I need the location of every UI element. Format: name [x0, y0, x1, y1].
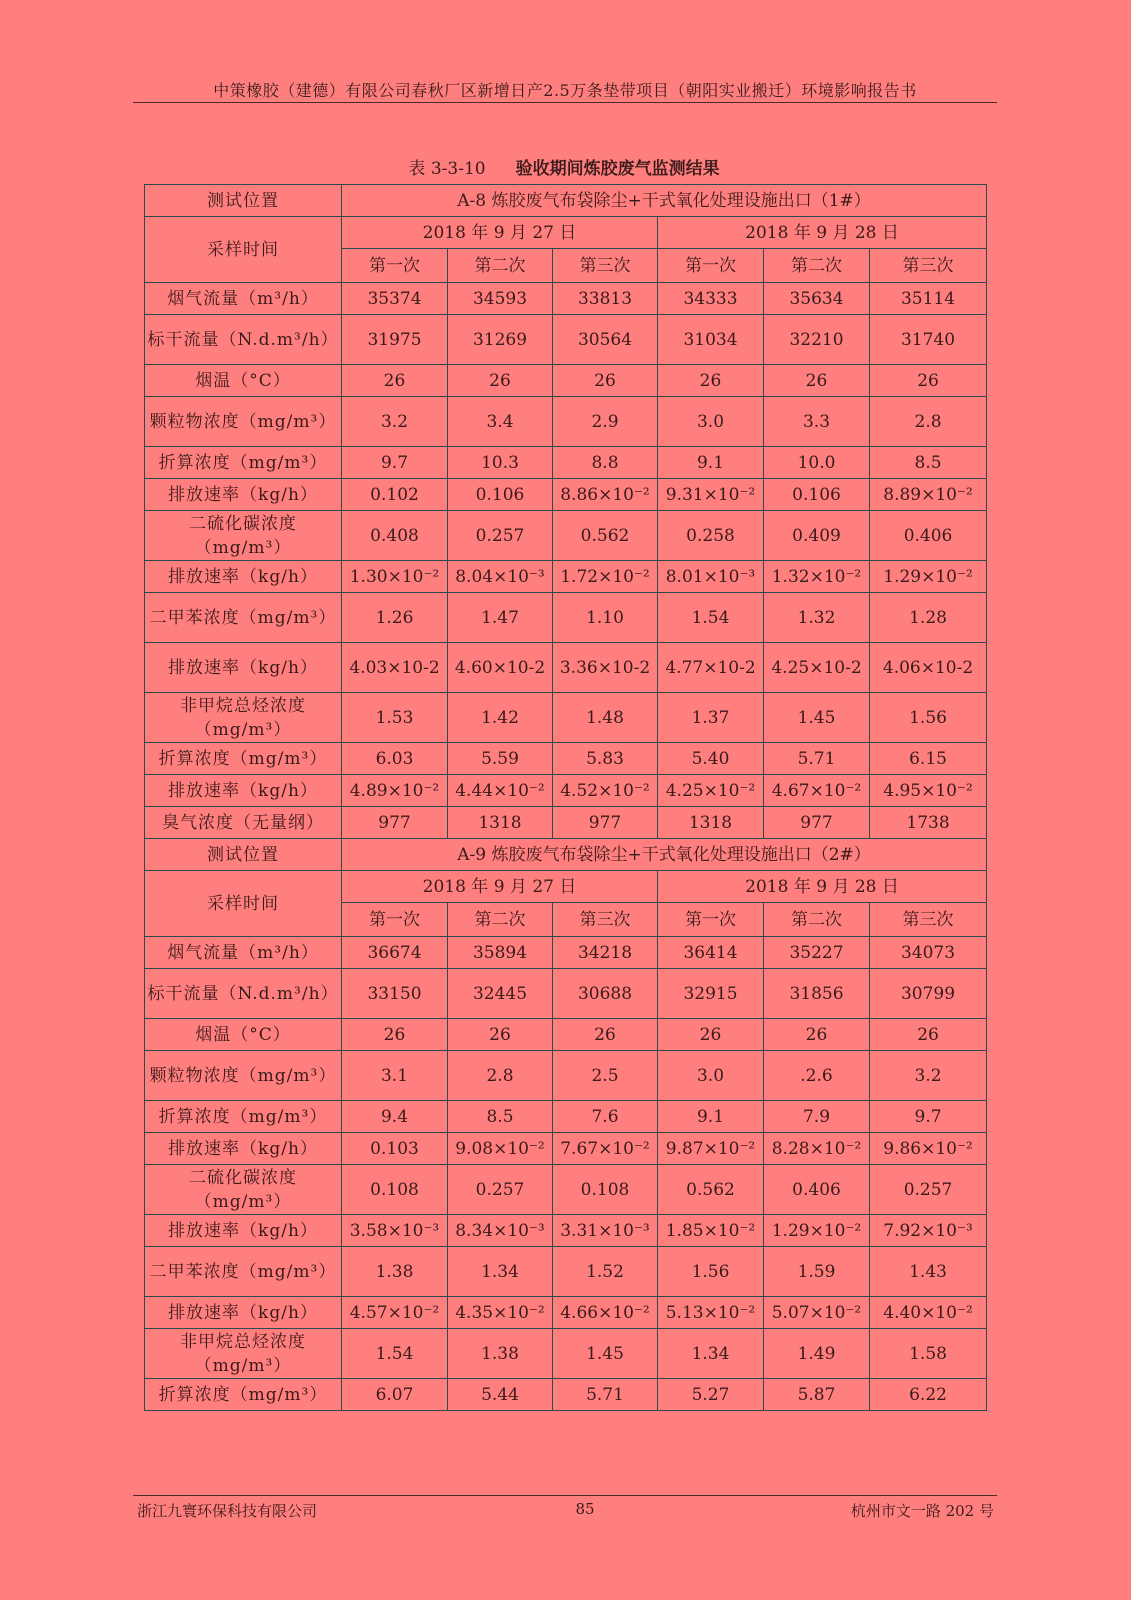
table-caption	[144, 154, 984, 179]
table-row	[145, 397, 987, 447]
date-row	[145, 871, 987, 903]
row-label: 折算浓度（mg/m³）	[145, 1101, 342, 1133]
cell-value: 4.25×10-2	[764, 643, 870, 693]
table-caption-title: 验收期间炼胶废气监测结果	[515, 159, 720, 179]
table-row	[145, 937, 987, 969]
cell-value: 5.71	[553, 1379, 658, 1411]
cell-value: 5.44	[448, 1379, 553, 1411]
cell-value: 1.30×10⁻²	[342, 561, 448, 593]
cell-value: 6.03	[342, 743, 448, 775]
cell-value: 36414	[658, 937, 764, 969]
row-label: 排放速率（kg/h）	[145, 1215, 342, 1247]
cell-value: 1.26	[342, 593, 448, 643]
cell-value: 977	[553, 807, 658, 839]
table-row	[145, 1101, 987, 1133]
table-row	[145, 1019, 987, 1051]
cell-value: 1.29×10⁻²	[764, 1215, 870, 1247]
cell-value: 2.8	[448, 1051, 553, 1101]
cell-value: 9.7	[870, 1101, 987, 1133]
cell-value: 1.32×10⁻²	[764, 561, 870, 593]
cell-value: 1.34	[658, 1329, 764, 1379]
table-row	[145, 315, 987, 365]
row-label: 烟气流量（m³/h）	[145, 937, 342, 969]
sampling-date: 2018 年 9 月 27 日	[342, 871, 658, 903]
row-label: 颗粒物浓度（mg/m³）	[145, 397, 342, 447]
cell-value: 34073	[870, 937, 987, 969]
cell-value: 33150	[342, 969, 448, 1019]
page-header-title: 中策橡胶（建德）有限公司春秋厂区新增日产2.5万条垫带项目（朝阳实业搬迁）环境影响报告书	[213, 81, 917, 100]
cell-value: 26	[448, 1019, 553, 1051]
date-row	[145, 217, 987, 249]
cell-value: 9.7	[342, 447, 448, 479]
table-row	[145, 693, 987, 743]
cell-value: 0.409	[764, 511, 870, 561]
cell-value: 1.56	[658, 1247, 764, 1297]
cell-value: 1.43	[870, 1247, 987, 1297]
row-label: 烟温（°C）	[145, 1019, 342, 1051]
cell-value: 4.25×10⁻²	[658, 775, 764, 807]
cell-value: 26	[658, 1019, 764, 1051]
row-label: 二甲苯浓度（mg/m³）	[145, 1247, 342, 1297]
cell-value: 5.13×10⁻²	[658, 1297, 764, 1329]
row-label: 二甲苯浓度（mg/m³）	[145, 593, 342, 643]
row-label: 二硫化碳浓度（mg/m³）	[145, 1165, 342, 1215]
cell-value: 32915	[658, 969, 764, 1019]
cell-value: 1.59	[764, 1247, 870, 1297]
cell-value: 1.37	[658, 693, 764, 743]
cell-value: 1.29×10⁻²	[870, 561, 987, 593]
cell-value: 4.52×10⁻²	[553, 775, 658, 807]
cell-value: 1.45	[764, 693, 870, 743]
run-header: 第二次	[448, 249, 553, 283]
cell-value: 26	[448, 365, 553, 397]
table-row	[145, 1133, 987, 1165]
cell-value: 2.8	[870, 397, 987, 447]
cell-value: 7.9	[764, 1101, 870, 1133]
cell-value: 1.38	[342, 1247, 448, 1297]
cell-value: 8.5	[448, 1101, 553, 1133]
cell-value: 3.2	[870, 1051, 987, 1101]
cell-value: 35114	[870, 283, 987, 315]
cell-value: 0.257	[448, 511, 553, 561]
cell-value: 0.103	[342, 1133, 448, 1165]
location-value: A-9 炼胶废气布袋除尘+干式氧化处理设施出口（2#）	[342, 839, 987, 871]
run-header: 第一次	[342, 903, 448, 937]
table-row	[145, 561, 987, 593]
cell-value: 8.86×10⁻²	[553, 479, 658, 511]
cell-value: 0.562	[553, 511, 658, 561]
cell-value: 977	[764, 807, 870, 839]
cell-value: 1.85×10⁻²	[658, 1215, 764, 1247]
cell-value: 3.3	[764, 397, 870, 447]
run-header: 第三次	[553, 249, 658, 283]
table-row	[145, 1215, 987, 1247]
table-row	[145, 1165, 987, 1215]
cell-value: 3.4	[448, 397, 553, 447]
cell-value: 0.257	[448, 1165, 553, 1215]
cell-value: 35894	[448, 937, 553, 969]
run-header: 第一次	[658, 903, 764, 937]
cell-value: 32210	[764, 315, 870, 365]
table-row	[145, 1051, 987, 1101]
cell-value: 35227	[764, 937, 870, 969]
sampling-date: 2018 年 9 月 28 日	[658, 871, 987, 903]
cell-value: 4.03×10-2	[342, 643, 448, 693]
cell-value: 4.66×10⁻²	[553, 1297, 658, 1329]
table-row	[145, 775, 987, 807]
table-row	[145, 1247, 987, 1297]
cell-value: 4.44×10⁻²	[448, 775, 553, 807]
row-label: 折算浓度（mg/m³）	[145, 743, 342, 775]
cell-value: 4.67×10⁻²	[764, 775, 870, 807]
table-row	[145, 643, 987, 693]
cell-value: 35634	[764, 283, 870, 315]
cell-value: 0.406	[764, 1165, 870, 1215]
row-label: 烟温（°C）	[145, 365, 342, 397]
row-label: 烟气流量（m³/h）	[145, 283, 342, 315]
cell-value: 26	[764, 365, 870, 397]
row-label: 折算浓度（mg/m³）	[145, 1379, 342, 1411]
cell-value: 1738	[870, 807, 987, 839]
cell-value: 9.1	[658, 447, 764, 479]
cell-value: 5.83	[553, 743, 658, 775]
cell-value: 8.28×10⁻²	[764, 1133, 870, 1165]
cell-value: 34333	[658, 283, 764, 315]
cell-value: 3.1	[342, 1051, 448, 1101]
row-label: 二硫化碳浓度（mg/m³）	[145, 511, 342, 561]
cell-value: .2.6	[764, 1051, 870, 1101]
cell-value: 0.562	[658, 1165, 764, 1215]
cell-value: 9.87×10⁻²	[658, 1133, 764, 1165]
cell-value: 8.34×10⁻³	[448, 1215, 553, 1247]
cell-value: 3.2	[342, 397, 448, 447]
table-row	[145, 1329, 987, 1379]
run-header: 第二次	[764, 249, 870, 283]
cell-value: 26	[870, 1019, 987, 1051]
cell-value: 32445	[448, 969, 553, 1019]
cell-value: 6.15	[870, 743, 987, 775]
run-header: 第二次	[764, 903, 870, 937]
run-header: 第三次	[870, 903, 987, 937]
cell-value: 1.58	[870, 1329, 987, 1379]
cell-value: 5.87	[764, 1379, 870, 1411]
cell-value: 0.257	[870, 1165, 987, 1215]
cell-value: 1.53	[342, 693, 448, 743]
cell-value: 26	[764, 1019, 870, 1051]
cell-value: 30564	[553, 315, 658, 365]
cell-value: 0.108	[342, 1165, 448, 1215]
cell-value: 31740	[870, 315, 987, 365]
table-row	[145, 1297, 987, 1329]
cell-value: 35374	[342, 283, 448, 315]
table-row	[145, 365, 987, 397]
cell-value: 1.38	[448, 1329, 553, 1379]
cell-value: 26	[553, 1019, 658, 1051]
cell-value: 0.106	[448, 479, 553, 511]
results-table	[144, 184, 987, 1411]
row-label: 非甲烷总烃浓度（mg/m³）	[145, 693, 342, 743]
row-label: 颗粒物浓度（mg/m³）	[145, 1051, 342, 1101]
cell-value: 0.102	[342, 479, 448, 511]
row-label: 折算浓度（mg/m³）	[145, 447, 342, 479]
cell-value: 1.49	[764, 1329, 870, 1379]
cell-value: 8.01×10⁻³	[658, 561, 764, 593]
cell-value: 4.77×10-2	[658, 643, 764, 693]
cell-value: 30799	[870, 969, 987, 1019]
cell-value: 9.31×10⁻²	[658, 479, 764, 511]
location-label: 测试位置	[145, 185, 342, 217]
location-label: 测试位置	[145, 839, 342, 871]
cell-value: 1318	[448, 807, 553, 839]
cell-value: 8.5	[870, 447, 987, 479]
footer-company: 浙江九寰环保科技有限公司	[137, 1502, 318, 1520]
row-label: 排放速率（kg/h）	[145, 561, 342, 593]
cell-value: 1.47	[448, 593, 553, 643]
cell-value: 8.8	[553, 447, 658, 479]
row-label: 排放速率（kg/h）	[145, 1297, 342, 1329]
header-divider	[133, 102, 997, 103]
cell-value: 2.9	[553, 397, 658, 447]
cell-value: 9.08×10⁻²	[448, 1133, 553, 1165]
cell-value: 8.04×10⁻³	[448, 561, 553, 593]
row-label: 排放速率（kg/h）	[145, 643, 342, 693]
row-label: 标干流量（N.d.m³/h）	[145, 315, 342, 365]
cell-value: 6.07	[342, 1379, 448, 1411]
run-header: 第二次	[448, 903, 553, 937]
cell-value: 977	[342, 807, 448, 839]
cell-value: 1.28	[870, 593, 987, 643]
table-row	[145, 593, 987, 643]
run-header: 第三次	[553, 903, 658, 937]
location-row	[145, 185, 987, 217]
cell-value: 36674	[342, 937, 448, 969]
cell-value: 9.4	[342, 1101, 448, 1133]
cell-value: 6.22	[870, 1379, 987, 1411]
cell-value: 31269	[448, 315, 553, 365]
cell-value: 9.1	[658, 1101, 764, 1133]
table-row	[145, 969, 987, 1019]
row-label: 标干流量（N.d.m³/h）	[145, 969, 342, 1019]
cell-value: 1.45	[553, 1329, 658, 1379]
table-caption-number: 表 3-3-10	[408, 159, 486, 179]
table-row	[145, 479, 987, 511]
cell-value: 2.5	[553, 1051, 658, 1101]
table-row	[145, 283, 987, 315]
cell-value: 1.10	[553, 593, 658, 643]
run-header: 第三次	[870, 249, 987, 283]
cell-value: 1.48	[553, 693, 658, 743]
cell-value: 4.95×10⁻²	[870, 775, 987, 807]
cell-value: 34218	[553, 937, 658, 969]
cell-value: 26	[342, 365, 448, 397]
row-label: 排放速率（kg/h）	[145, 775, 342, 807]
sampling-date: 2018 年 9 月 28 日	[658, 217, 987, 249]
cell-value: 1.52	[553, 1247, 658, 1297]
row-label: 臭气浓度（无量纲）	[145, 807, 342, 839]
sampling-time-label: 采样时间	[145, 217, 342, 283]
cell-value: 1.72×10⁻²	[553, 561, 658, 593]
cell-value: 5.71	[764, 743, 870, 775]
cell-value: 5.27	[658, 1379, 764, 1411]
cell-value: 3.58×10⁻³	[342, 1215, 448, 1247]
cell-value: 26	[870, 365, 987, 397]
cell-value: 0.108	[553, 1165, 658, 1215]
table-row	[145, 1379, 987, 1411]
cell-value: 3.0	[658, 397, 764, 447]
cell-value: 5.40	[658, 743, 764, 775]
run-header: 第一次	[658, 249, 764, 283]
cell-value: 4.57×10⁻²	[342, 1297, 448, 1329]
sampling-time-label: 采样时间	[145, 871, 342, 937]
cell-value: 31856	[764, 969, 870, 1019]
cell-value: 10.3	[448, 447, 553, 479]
row-label: 排放速率（kg/h）	[145, 479, 342, 511]
cell-value: 8.89×10⁻²	[870, 479, 987, 511]
cell-value: 7.92×10⁻³	[870, 1215, 987, 1247]
cell-value: 1.54	[342, 1329, 448, 1379]
run-header: 第一次	[342, 249, 448, 283]
sampling-date: 2018 年 9 月 27 日	[342, 217, 658, 249]
cell-value: 3.31×10⁻³	[553, 1215, 658, 1247]
cell-value: 1.32	[764, 593, 870, 643]
cell-value: 26	[658, 365, 764, 397]
table-row	[145, 807, 987, 839]
cell-value: 4.89×10⁻²	[342, 775, 448, 807]
cell-value: 1318	[658, 807, 764, 839]
cell-value: 10.0	[764, 447, 870, 479]
table-row	[145, 743, 987, 775]
cell-value: 31034	[658, 315, 764, 365]
cell-value: 1.54	[658, 593, 764, 643]
cell-value: 3.0	[658, 1051, 764, 1101]
row-label: 排放速率（kg/h）	[145, 1133, 342, 1165]
cell-value: 1.34	[448, 1247, 553, 1297]
cell-value: 26	[553, 365, 658, 397]
cell-value: 4.06×10-2	[870, 643, 987, 693]
cell-value: 4.40×10⁻²	[870, 1297, 987, 1329]
cell-value: 0.258	[658, 511, 764, 561]
cell-value: 0.408	[342, 511, 448, 561]
cell-value: 1.56	[870, 693, 987, 743]
table-row	[145, 447, 987, 479]
cell-value: 7.6	[553, 1101, 658, 1133]
table-row	[145, 511, 987, 561]
cell-value: 31975	[342, 315, 448, 365]
cell-value: 3.36×10-2	[553, 643, 658, 693]
cell-value: 0.106	[764, 479, 870, 511]
page-number: 85	[575, 1500, 595, 1518]
cell-value: 5.59	[448, 743, 553, 775]
cell-value: 1.42	[448, 693, 553, 743]
cell-value: 7.67×10⁻²	[553, 1133, 658, 1165]
location-row	[145, 839, 987, 871]
cell-value: 4.60×10-2	[448, 643, 553, 693]
cell-value: 26	[342, 1019, 448, 1051]
cell-value: 34593	[448, 283, 553, 315]
footer-address: 杭州市文一路 202 号	[850, 1502, 994, 1520]
row-label: 非甲烷总烃浓度（mg/m³）	[145, 1329, 342, 1379]
cell-value: 33813	[553, 283, 658, 315]
location-value: A-8 炼胶废气布袋除尘+干式氧化处理设施出口（1#）	[342, 185, 987, 217]
cell-value: 9.86×10⁻²	[870, 1133, 987, 1165]
cell-value: 4.35×10⁻²	[448, 1297, 553, 1329]
cell-value: 5.07×10⁻²	[764, 1297, 870, 1329]
cell-value: 30688	[553, 969, 658, 1019]
footer-divider	[133, 1495, 997, 1496]
cell-value: 0.406	[870, 511, 987, 561]
